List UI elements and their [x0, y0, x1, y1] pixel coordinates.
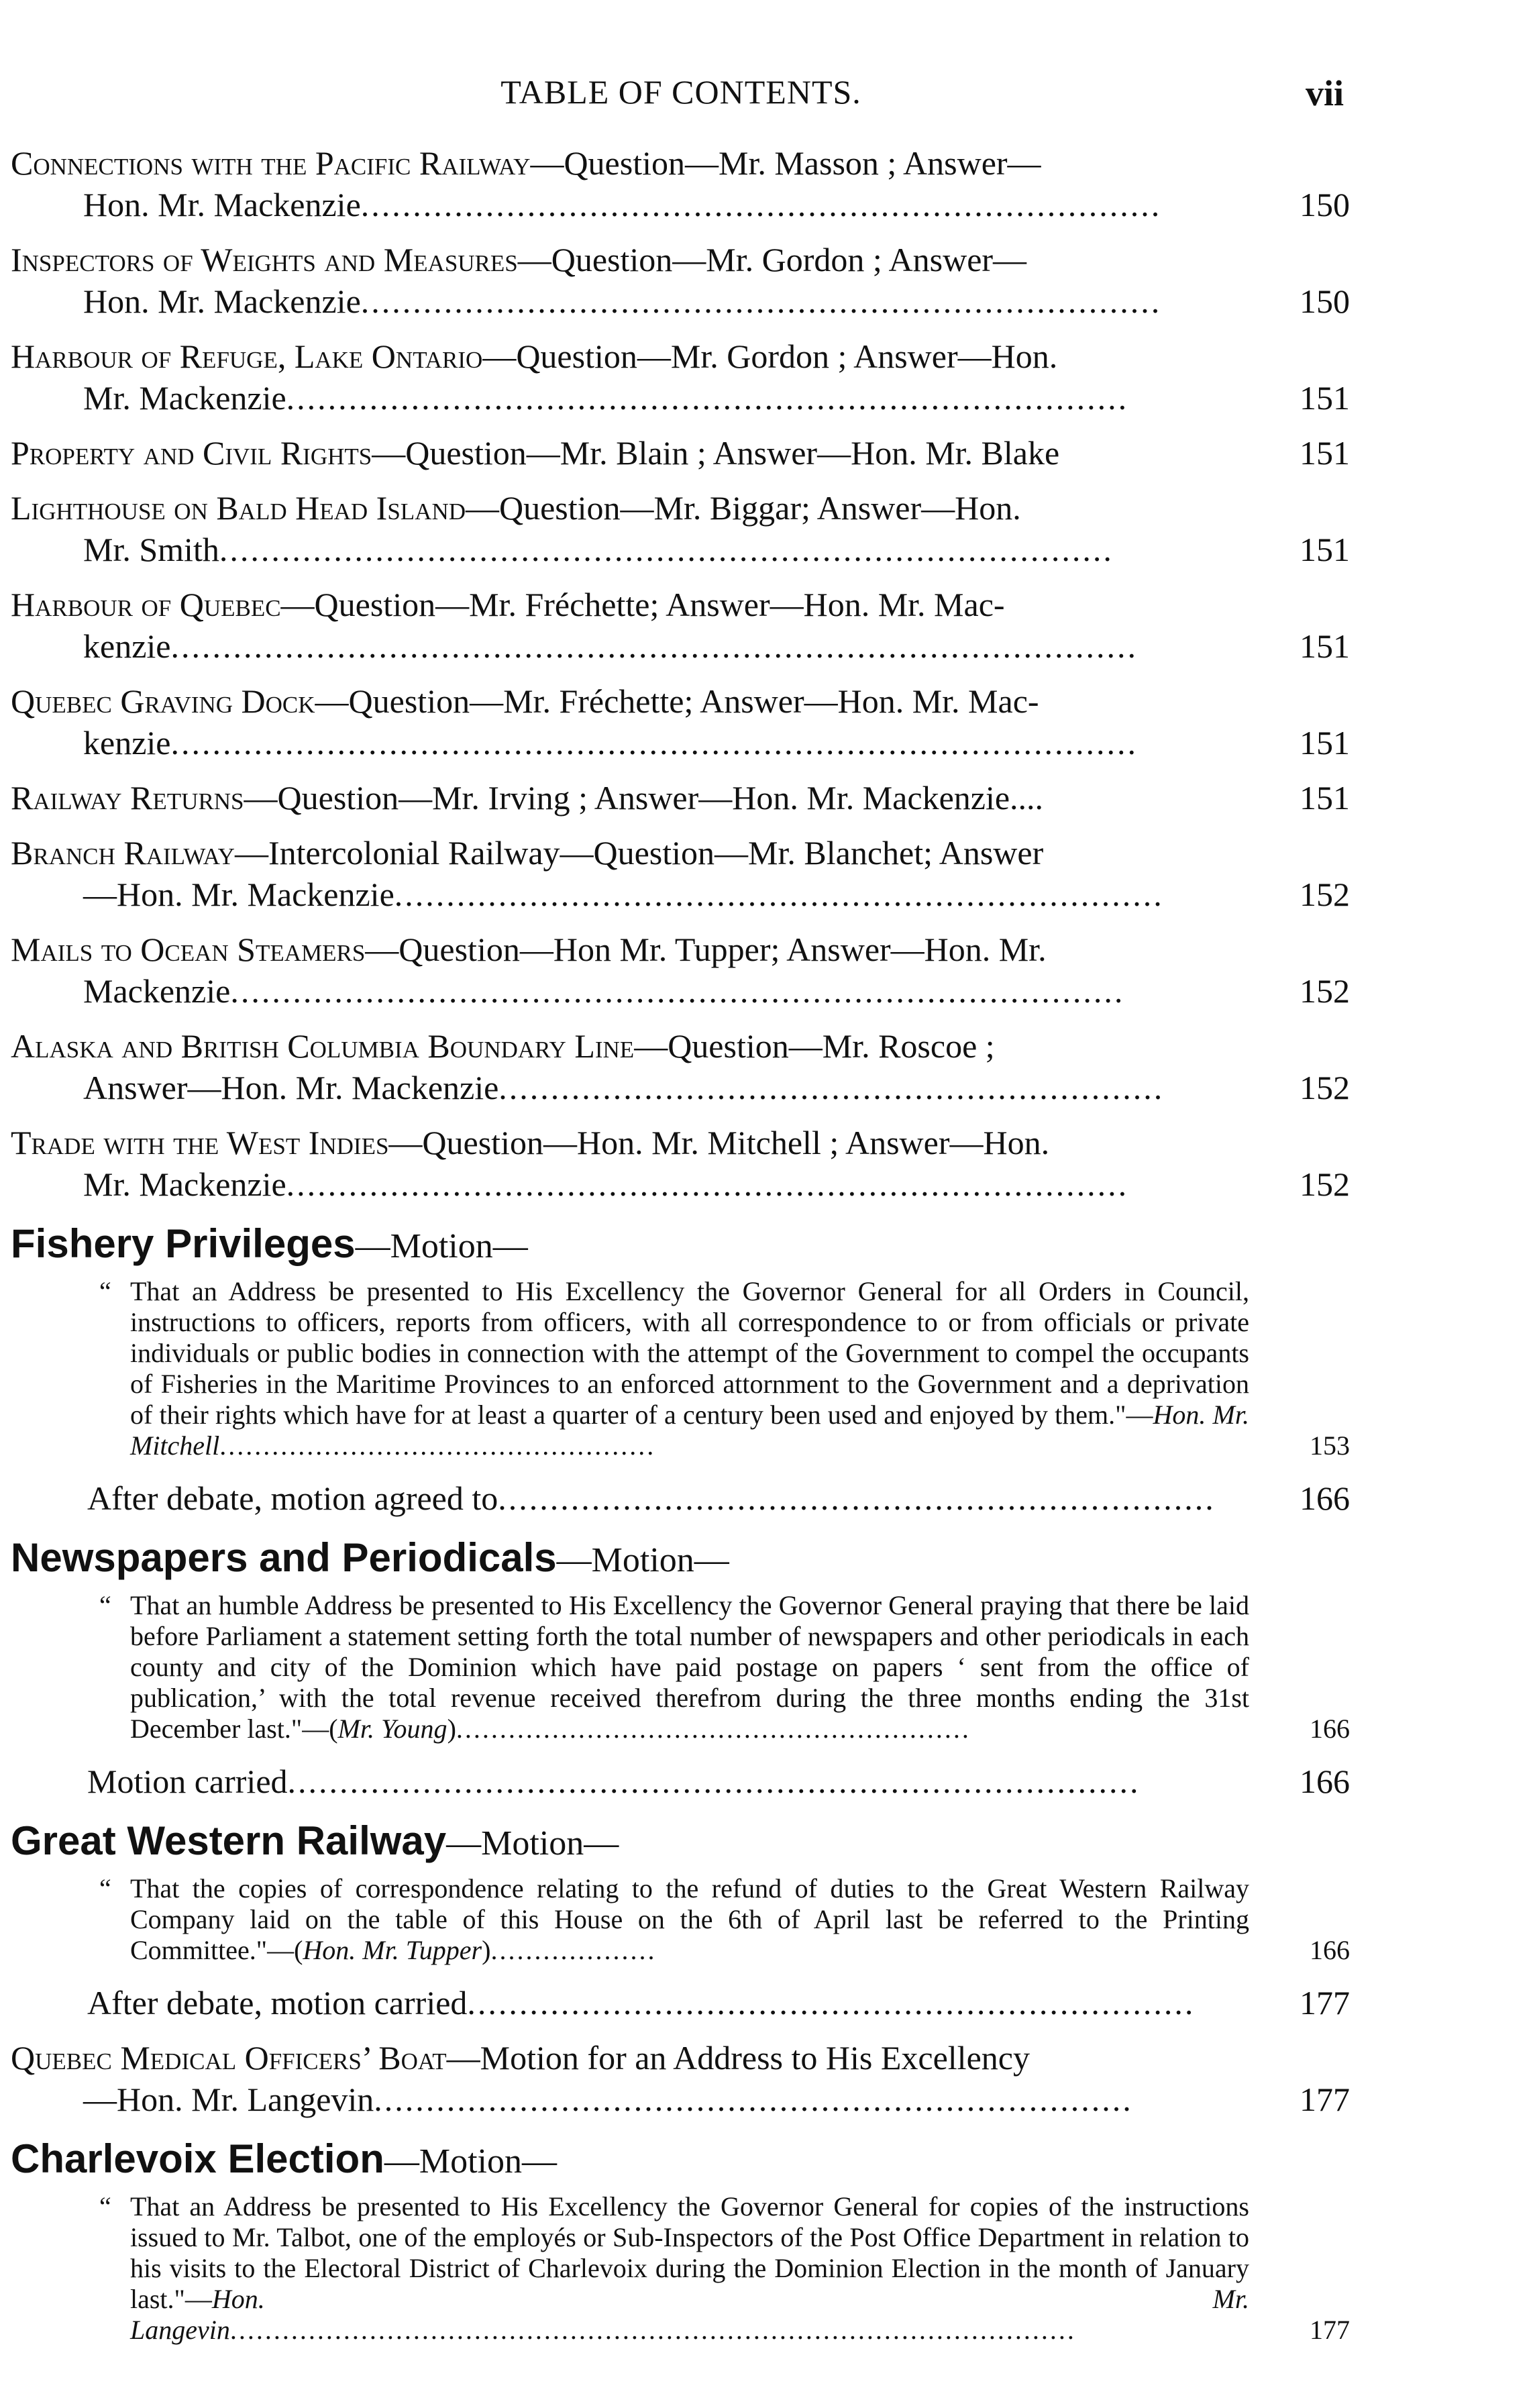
entry-quebec-medical-officers-boat: Quebec Medical Officers’ Boat—Motion for an Address to His Excellency —Hon. Mr. Langevin......................................................................... 177	[11, 2037, 1350, 2120]
page-ref: 152	[1300, 972, 1350, 1010]
entry-detail-continued: Mr. Mackenzie	[83, 379, 286, 417]
motion-quote: “ That an humble Address be presented to His Excellency the Governor General praying that there be laid before Parliament a statement setting forth the total number of newspapers and other periodicals in each county and city of the Dominion which have paid postage on papers ‘ sent from the office of publication,’ with the total revenue received therefrom during the three months ending the 31st December last."—(Mr. Young)........................................................... 166	[99, 1590, 1350, 1744]
page-ref: 166	[1310, 1935, 1350, 1965]
entry-detail-continued: Mackenzie	[83, 972, 231, 1010]
section-title: Great Western Railway—Motion—	[11, 1818, 619, 1863]
dot-leader: .............................................................................	[360, 282, 1162, 320]
entry-title: Lighthouse on Bald Head Island	[11, 489, 466, 527]
page-ref: 151	[1300, 434, 1350, 472]
contents-entry	[11, 584, 1350, 667]
entry-detail: —Question—Mr. Gordon ; Answer—	[517, 241, 1027, 278]
dot-leader: .............................................................................................	[170, 627, 1138, 665]
section-great-western-railway	[11, 1817, 1350, 2024]
entry-detail-continued: —Hon. Mr. Mackenzie	[83, 876, 394, 913]
entry-title: Connections with the Pacific Railway	[11, 144, 531, 182]
entry-title: Quebec Graving Dock	[11, 682, 315, 720]
entry-detail: —Question—Mr. Roscoe ;	[634, 1027, 995, 1065]
dot-leader: .............................................................................................	[170, 724, 1138, 762]
entry-title: Property and Civil Rights	[11, 434, 372, 472]
page-ref: 151	[1300, 627, 1350, 665]
page-ref: 166	[1300, 1763, 1350, 1800]
contents-entry	[11, 432, 1350, 474]
contents-entry	[11, 832, 1350, 915]
entry-title: Alaska and British Columbia Boundary Line	[11, 1027, 635, 1065]
page-ref: 166	[1310, 1714, 1350, 1744]
contents-entry	[11, 777, 1350, 819]
section-title: Charlevoix Election—Motion—	[11, 2136, 557, 2181]
dot-leader: ......................................................................................	[219, 531, 1114, 568]
entry-detail-continued: kenzie	[83, 627, 171, 665]
entry-title: Harbour of Quebec	[11, 586, 281, 623]
entry-detail-continued: Hon. Mr. Mackenzie	[83, 282, 361, 320]
page-ref: 151	[1300, 724, 1350, 762]
motion-result: After debate, motion carried...................................................................... 177	[11, 1982, 1350, 2024]
entry-title: Mails to Ocean Steamers	[11, 931, 366, 968]
motion-quote: “ That an Address be presented to His Excellency the Governor General for all Orders in Council, instructions to officers, reports from officers, with all correspondence to or from officials or private individuals or public bodies in connection with the attempt of the Government to compel the occupants of Fisheries in the Maritime Provinces to an enforced attornment to the Government and a deprivation of their rights which have for at least a quarter of a century been used and enjoyed by them."—Hon. Mr. Mitchell.................................................. 153	[99, 1276, 1350, 1461]
page-ref: 151	[1300, 379, 1350, 417]
page-ref: 177	[1310, 2315, 1350, 2345]
entry-detail: —Question—Mr. Masson ; Answer—	[530, 144, 1041, 182]
motion-quote: “ That the copies of correspondence relating to the refund of duties to the Great Western Railway Company laid on the table of this House on the 6th of April last be referred to the Printing Committee."—(Hon. Mr. Tupper)................... 166	[99, 1873, 1350, 1965]
entry-detail: —Question—Mr. Blain ; Answer—Hon. Mr. Blake	[372, 434, 1060, 472]
contents-entry	[11, 929, 1350, 1012]
contents-entry	[11, 680, 1350, 764]
contents-entry	[11, 335, 1350, 419]
entry-detail: —Question—Mr. Gordon ; Answer—Hon.	[482, 337, 1058, 375]
entry-detail-continued: Mr. Smith	[83, 531, 219, 568]
dot-leader: ..........................................................................	[394, 876, 1164, 913]
entry-detail-continued: kenzie	[83, 724, 171, 762]
page-ref: 153	[1310, 1430, 1350, 1461]
dot-leader: ......................................................................................	[230, 972, 1125, 1010]
question-entries	[11, 142, 1350, 1205]
motion-quote: “ That an Address be presented to His Excellency the Governor General for copies of the instructions issued to Mr. Talbot, one of the employés or Sub-Inspectors of the Post Office Department in relation to his visits to the Electoral District of Charlevoix during the Dominion Election in the month of January last."—Hon. Mr. Langevin................................................................................................. 177	[99, 2191, 1350, 2345]
contents-entry	[11, 1025, 1350, 1108]
motion-result: Motion carried.................................................................................. 166	[11, 1761, 1350, 1802]
entry-detail-continued: Mr. Mackenzie	[83, 1165, 286, 1203]
contents-list	[11, 142, 1350, 2359]
page-ref: 150	[1300, 282, 1350, 320]
entry-detail: —Question—Hon Mr. Tupper; Answer—Hon. Mr.	[365, 931, 1047, 968]
page-ref: 151	[1300, 531, 1350, 568]
entry-detail-continued: Hon. Mr. Mackenzie	[83, 186, 361, 223]
page-ref: 177	[1300, 1984, 1350, 2022]
section-fishery-privileges	[11, 1220, 1350, 1519]
contents-entry	[11, 239, 1350, 322]
page-number-roman: vii	[1305, 73, 1344, 113]
entry-title: Inspectors of Weights and Measures	[11, 241, 518, 278]
motion-result: After debate, motion agreed to..................................................................... 166	[11, 1477, 1350, 1519]
entry-title: Harbour of Refuge, Lake Ontario	[11, 337, 483, 375]
entry-title: Branch Railway	[11, 834, 235, 872]
page-ref: 166	[1300, 1479, 1350, 1517]
dot-leader: ................................................................	[498, 1069, 1165, 1106]
section-newspapers-periodicals	[11, 1534, 1350, 1802]
entry-detail: —Question—Mr. Fréchette; Answer—Hon. Mr. Mac-	[280, 586, 1005, 623]
page-ref: 150	[1300, 186, 1350, 223]
page-ref: 151	[1300, 779, 1350, 817]
page-ref: 177	[1300, 2081, 1350, 2118]
entry-title: Trade with the West Indies	[11, 1124, 389, 1161]
section-title: Fishery Privileges—Motion—	[11, 1221, 528, 1266]
contents-entry	[11, 1122, 1350, 1205]
dot-leader: .................................................................................	[286, 1165, 1129, 1203]
dot-leader: .................................................................................	[286, 379, 1129, 417]
page-header-title: TABLE OF CONTENTS.	[500, 73, 861, 111]
page-ref: 152	[1300, 876, 1350, 913]
contents-entry	[11, 487, 1350, 570]
entry-detail: —Question—Mr. Biggar; Answer—Hon.	[466, 489, 1021, 527]
dot-leader: .............................................................................	[360, 186, 1162, 223]
contents-entry	[11, 142, 1350, 225]
section-title: Newspapers and Periodicals—Motion—	[11, 1535, 729, 1580]
entry-detail: —Question—Mr. Fréchette; Answer—Hon. Mr. Mac-	[315, 682, 1039, 720]
page-ref: 152	[1300, 1165, 1350, 1203]
section-charlevoix-election	[11, 2135, 1350, 2346]
entry-detail-continued: Answer—Hon. Mr. Mackenzie	[83, 1069, 499, 1106]
entry-title: Railway Returns	[11, 779, 244, 817]
page-ref: 152	[1300, 1069, 1350, 1106]
entry-detail: —Question—Hon. Mr. Mitchell ; Answer—Hon.	[388, 1124, 1050, 1161]
entry-detail: —Intercolonial Railway—Question—Mr. Blanchet; Answer	[234, 834, 1044, 872]
entry-detail: —Question—Mr. Irving ; Answer—Hon. Mr. Mackenzie....	[244, 779, 1044, 817]
